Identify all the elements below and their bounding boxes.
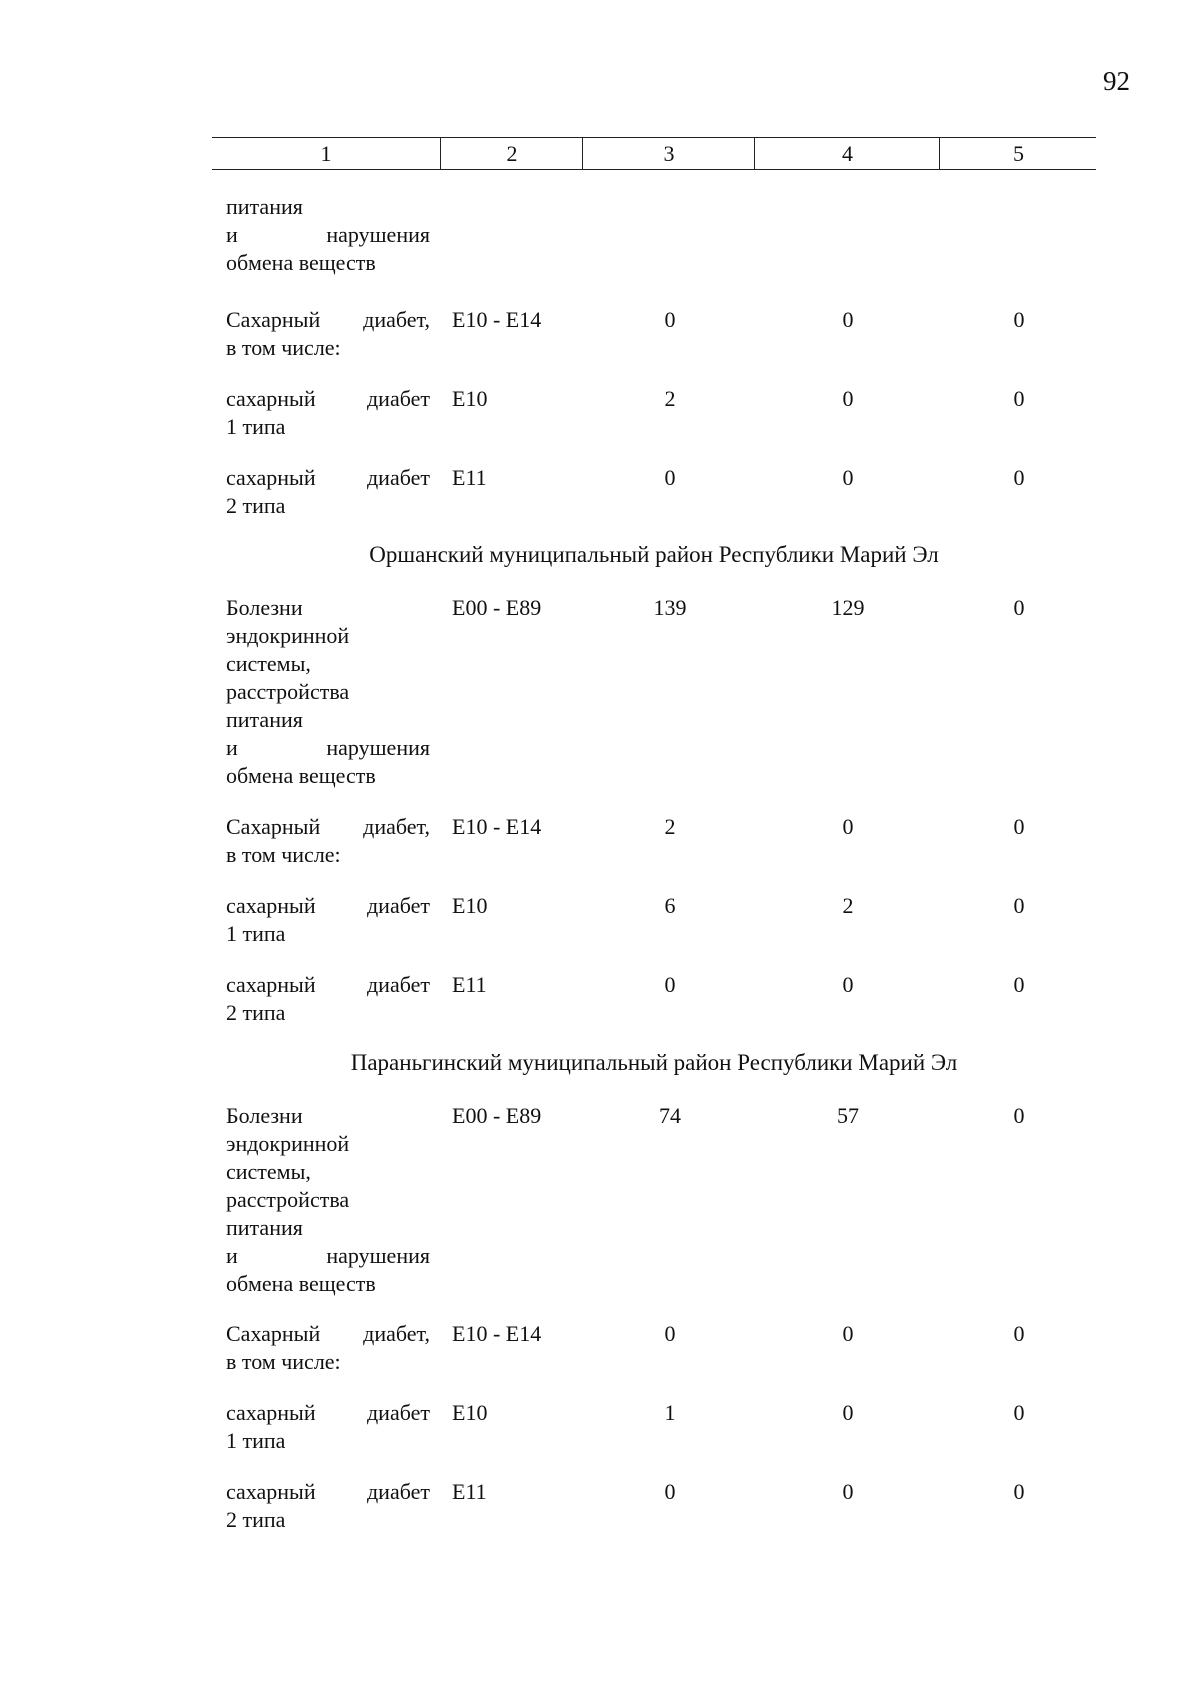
row-name-cell [226, 594, 430, 790]
icd-code-cell: E10 [452, 386, 488, 411]
icd-code-cell: E00 - E89 [452, 595, 542, 620]
row-name-line: питания [226, 707, 303, 732]
row-name-line: расстройства [226, 679, 350, 704]
value-cell-col4: 0 [842, 1321, 854, 1346]
value-cell-col4: 57 [837, 1103, 859, 1128]
row-name-line: Сахарный диабет, [226, 814, 430, 839]
row-name-line: питания [226, 1215, 303, 1240]
row-name-line: и нарушения [226, 1243, 430, 1268]
row-name-line: Болезни [226, 1103, 303, 1128]
icd-code-cell: E10 - E14 [452, 1321, 542, 1346]
row-name-cell [226, 892, 430, 948]
value-cell-col3: 0 [664, 1321, 676, 1346]
row-name-line: 1 типа [226, 921, 286, 946]
row-name-line: 1 типа [226, 1428, 286, 1453]
row-name-line: Сахарный диабет, [226, 307, 430, 332]
header-cell-1: 1 [320, 141, 332, 166]
table-header-row [212, 137, 1096, 170]
row-name-line: обмена веществ [226, 1271, 376, 1296]
value-cell-col5: 0 [1013, 814, 1025, 839]
header-cell-4: 4 [754, 138, 940, 169]
value-cell-col3: 139 [653, 595, 687, 620]
row-name-line: и нарушения [226, 735, 430, 760]
row-name-cell [226, 464, 430, 520]
row-name-cell [226, 813, 430, 869]
page-number: 92 [1103, 66, 1130, 96]
row-name-line: в том числе: [226, 842, 341, 867]
row-name-cell [226, 971, 430, 1027]
value-cell-col5: 0 [1013, 1321, 1025, 1346]
row-name-cell [226, 1399, 430, 1455]
value-cell-col4: 0 [842, 307, 854, 332]
value-cell-col5: 0 [1013, 1479, 1025, 1504]
value-cell-col4: 0 [842, 386, 854, 411]
row-name-line: обмена веществ [226, 250, 376, 275]
row-name-line: и нарушения [226, 222, 430, 247]
icd-code-cell: E10 - E14 [452, 814, 542, 839]
icd-code-cell: E10 [452, 1400, 488, 1425]
icd-code-cell: E00 - E89 [452, 1103, 542, 1128]
value-cell-col3: 6 [664, 893, 676, 918]
value-cell-col5: 0 [1013, 307, 1025, 332]
value-cell-col3: 1 [664, 1400, 676, 1425]
value-cell-col5: 0 [1013, 1400, 1025, 1425]
row-name-line: Болезни [226, 595, 303, 620]
row-name-line: в том числе: [226, 1349, 341, 1374]
value-cell-col5: 0 [1013, 1103, 1025, 1128]
icd-code-cell: E11 [452, 1479, 487, 1504]
icd-code-cell: E11 [452, 465, 487, 490]
row-name-line: расстройства [226, 1187, 350, 1212]
row-name-cell [226, 1320, 430, 1376]
row-name-line: 2 типа [226, 1507, 286, 1532]
row-name-line: сахарный диабет [226, 893, 430, 918]
row-name-line: системы, [226, 651, 311, 676]
icd-code-cell: E10 [452, 893, 488, 918]
row-name-line: в том числе: [226, 335, 341, 360]
value-cell-col3: 0 [664, 972, 676, 997]
row-name-line: сахарный диабет [226, 386, 430, 411]
value-cell-col5: 0 [1013, 595, 1025, 620]
region-heading: Параньгинский муниципальный район Республики Марий Эл [350, 1050, 958, 1075]
row-name-line: эндокринной [226, 623, 350, 648]
value-cell-col4: 0 [842, 465, 854, 490]
value-cell-col4: 0 [842, 814, 854, 839]
region-heading: Оршанский муниципальный район Республики Марий Эл [369, 542, 939, 567]
row-name-cell [226, 385, 430, 441]
row-name-line: обмена веществ [226, 763, 376, 788]
value-cell-col5: 0 [1013, 465, 1025, 490]
row-name-line: 2 типа [226, 1000, 286, 1025]
header-cell-5: 5 [939, 138, 1097, 169]
row-name-line: сахарный диабет [226, 1479, 430, 1504]
value-cell-col4: 0 [842, 1400, 854, 1425]
row-name-line: 1 типа [226, 414, 286, 439]
header-cell-2: 2 [440, 138, 583, 169]
value-cell-col4: 0 [842, 972, 854, 997]
value-cell-col4: 2 [842, 893, 854, 918]
row-name-line: эндокринной [226, 1131, 350, 1156]
row-name-cell [226, 1102, 430, 1298]
value-cell-col3: 0 [664, 1479, 676, 1504]
row-name-cell [226, 1478, 430, 1534]
value-cell-col3: 2 [664, 814, 676, 839]
row-name-line: 2 типа [226, 493, 286, 518]
value-cell-col4: 129 [831, 595, 865, 620]
value-cell-col5: 0 [1013, 386, 1025, 411]
icd-code-cell: E10 - E14 [452, 307, 542, 332]
value-cell-col4: 0 [842, 1479, 854, 1504]
row-name-line: системы, [226, 1159, 311, 1184]
value-cell-col5: 0 [1013, 893, 1025, 918]
row-name-line: сахарный диабет [226, 1400, 430, 1425]
row-name-line: питания [226, 194, 303, 219]
row-name-cell [226, 193, 430, 277]
row-name-line: сахарный диабет [226, 465, 430, 490]
row-name-cell [226, 306, 430, 362]
row-name-line: сахарный диабет [226, 972, 430, 997]
icd-code-cell: E11 [452, 972, 487, 997]
value-cell-col3: 74 [659, 1103, 681, 1128]
value-cell-col3: 2 [664, 386, 676, 411]
value-cell-col3: 0 [664, 465, 676, 490]
value-cell-col5: 0 [1013, 972, 1025, 997]
row-name-line: Сахарный диабет, [226, 1321, 430, 1346]
value-cell-col3: 0 [664, 307, 676, 332]
header-cell-3: 3 [582, 138, 755, 169]
